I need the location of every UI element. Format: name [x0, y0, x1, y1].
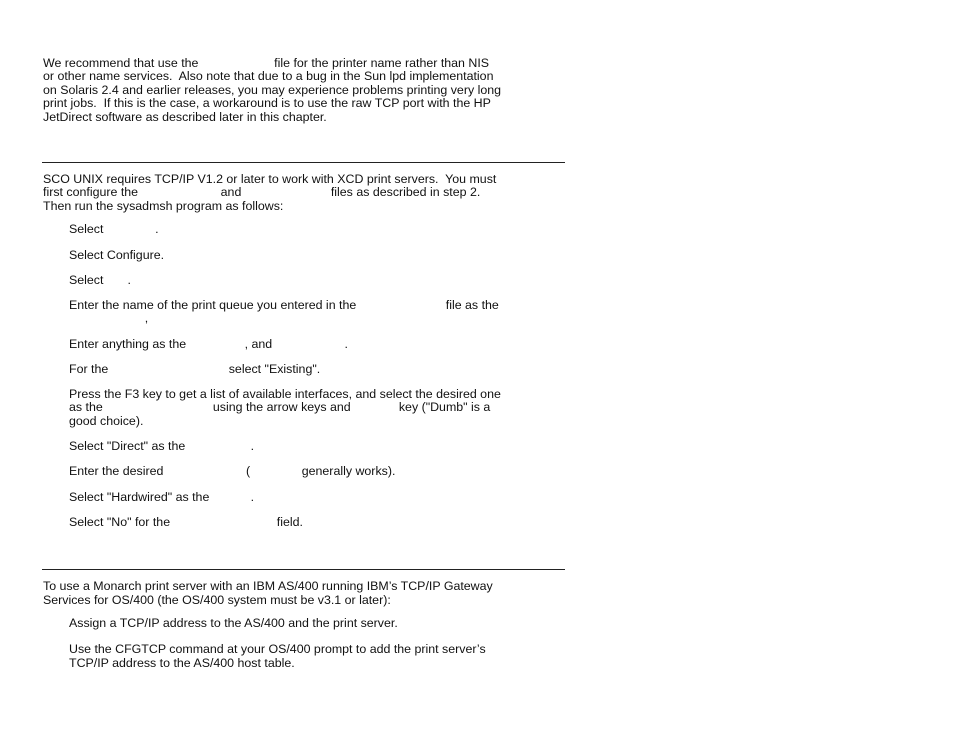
text-line: print jobs. If this is the case, a workaround is to use the raw TCP port with the HP	[43, 96, 491, 110]
step-line: Use the CFGTCP command at your OS/400 prompt to add the print server’s	[69, 642, 486, 656]
step-line: Select .	[69, 222, 159, 236]
step-line: Press the F3 key to get a list of available interfaces, and select the desired one	[69, 387, 501, 401]
step-line: as the using the arrow keys and key ("Dumb" is a	[69, 400, 491, 414]
text-line: or other name services. Also note that due to a bug in the Sun lpd implementation	[43, 69, 494, 83]
text-line: Services for OS/400 (the OS/400 system must be v3.1 or later):	[43, 593, 391, 607]
step-line: Assign a TCP/IP address to the AS/400 and the print server.	[69, 616, 398, 630]
section-divider	[42, 569, 565, 570]
step-line: good choice).	[69, 414, 144, 428]
step-line: Enter the name of the print queue you entered in the file as the	[69, 298, 499, 312]
step-line: Enter the desired ( generally works).	[69, 464, 396, 478]
step-line: ,	[69, 311, 149, 325]
step-line: For the select "Existing".	[69, 362, 321, 376]
text-line: To use a Monarch print server with an IBM AS/400 running IBM’s TCP/IP Gateway	[43, 579, 493, 593]
text-line: Then run the sysadmsh program as follows:	[43, 199, 284, 213]
text-line: first configure the and files as described in step 2.	[43, 185, 481, 199]
step-line: Select "Direct" as the .	[69, 439, 255, 453]
step-line: Select .	[69, 273, 131, 287]
text-line: JetDirect software as described later in this chapter.	[43, 110, 327, 124]
step-line: Select Configure.	[69, 248, 165, 262]
step-line: Select "Hardwired" as the .	[69, 490, 255, 504]
step-line: TCP/IP address to the AS/400 host table.	[69, 656, 295, 670]
step-line: Select "No" for the field.	[69, 515, 303, 529]
text-line: We recommend that use the file for the printer name rather than NIS	[43, 56, 490, 70]
text-line: SCO UNIX requires TCP/IP V1.2 or later to work with XCD print servers. You must	[43, 172, 497, 186]
step-line: Enter anything as the , and .	[69, 337, 348, 351]
section-divider	[42, 162, 565, 163]
text-line: on Solaris 2.4 and earlier releases, you may experience problems printing very long	[43, 83, 502, 97]
